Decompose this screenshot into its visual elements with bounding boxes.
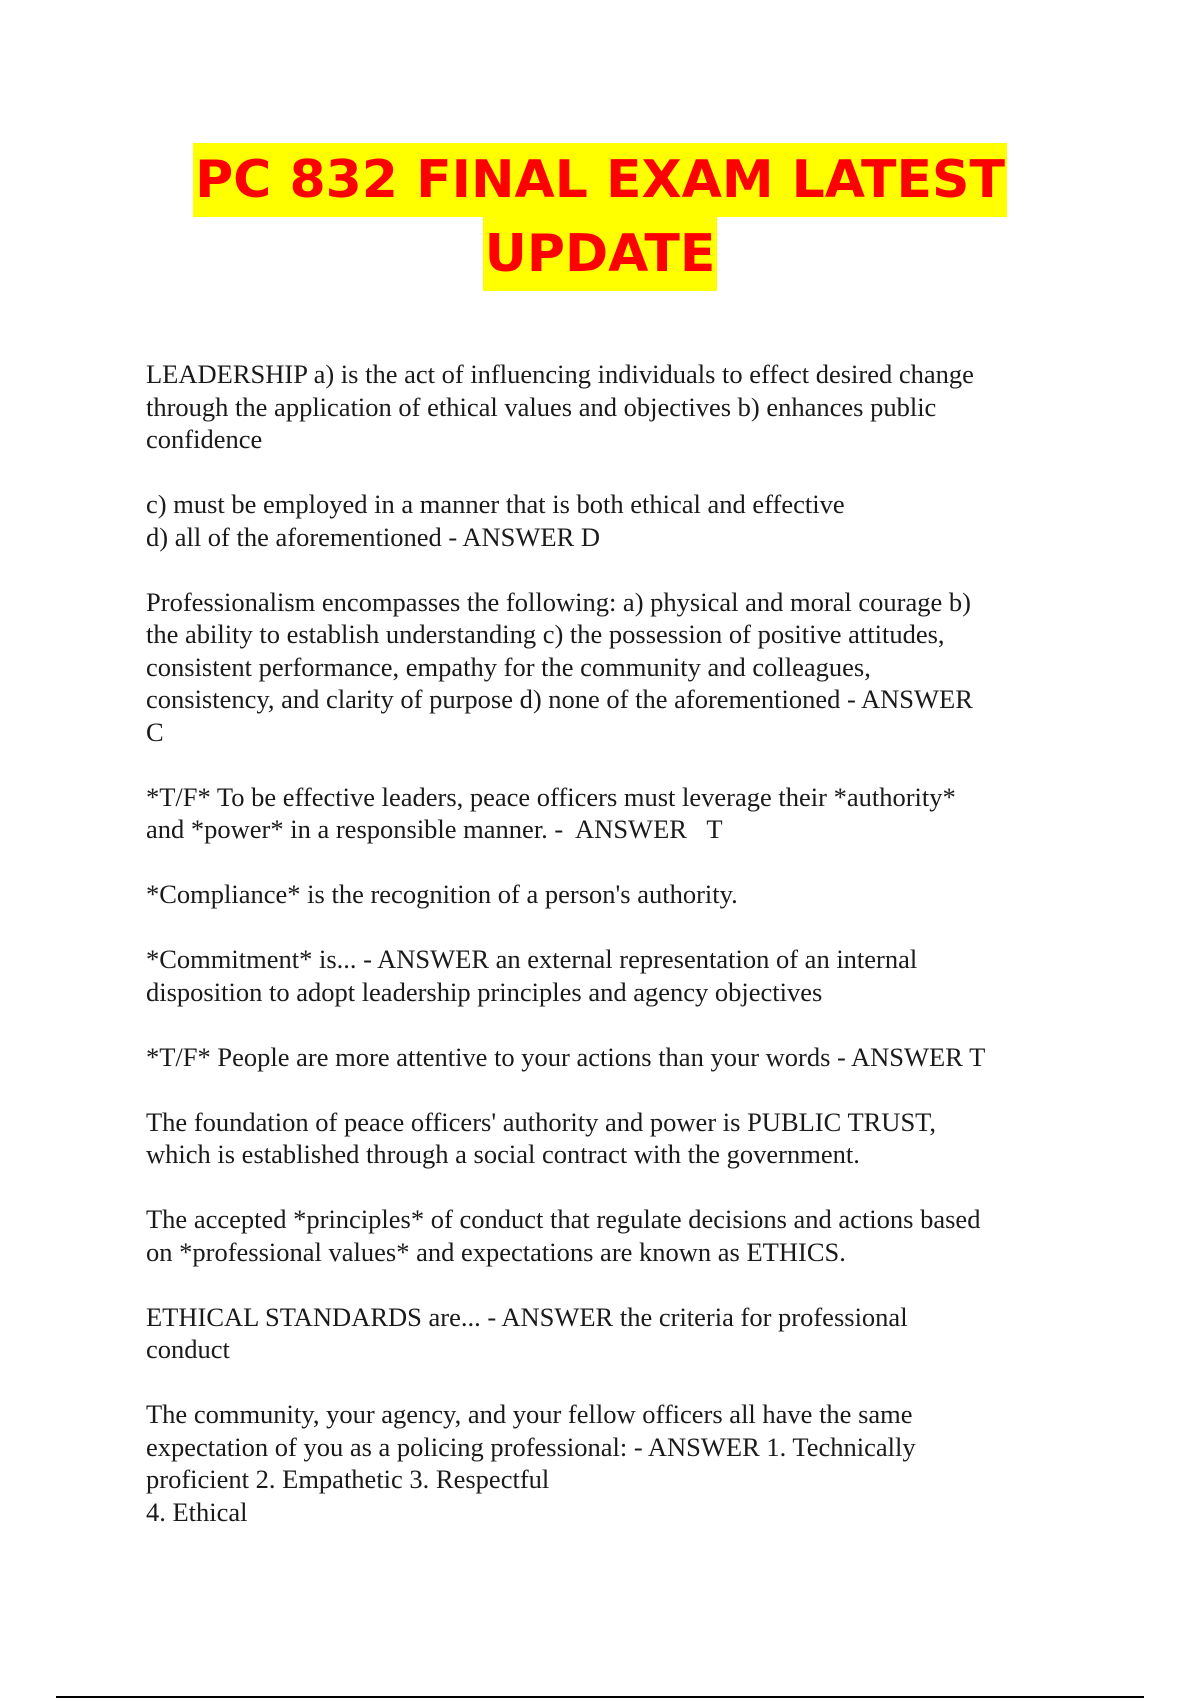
paragraph-commitment: *Commitment* is... - ANSWER an external representation of an internal disposition to adopt leadership principles and agency objectives (146, 944, 918, 1007)
paragraph-ethics: The accepted *principles* of conduct that regulate decisions and actions based on *professional values* and expectations are known as ETHICS. (146, 1204, 981, 1267)
paragraph-effective-leaders: *T/F* To be effective leaders, peace officers must leverage their *authority* and *power* in a responsible manner. - ANSWER T (146, 781, 956, 844)
paragraph-professionalism: Professionalism encompasses the following: a) physical and moral courage b) the ability to establish understanding c) the possession of positive attitudes, consistent performance, empathy for the community and colleagues, consistency, and clarity of purpose d) none of the aforementioned - ANSWER C (146, 586, 973, 747)
paragraph-leadership-options: c) must be employed in a manner that is both ethical and effective d) all of the aforementioned - ANSWER D (146, 489, 845, 552)
title-line-1: PC 832 FINAL EXAM LATEST (193, 143, 1007, 217)
paragraph-expectations: The community, your agency, and your fellow officers all have the same expectation of you as a policing professional: - ANSWER 1. Technically proficient 2. Empathetic 3. Respectful 4. Ethical (146, 1399, 916, 1527)
paragraph-compliance: *Compliance* is the recognition of a person's authority. (146, 879, 738, 909)
document-body (146, 358, 1056, 1561)
document-title (0, 143, 1200, 291)
paragraph-ethical-standards: ETHICAL STANDARDS are... - ANSWER the criteria for professional conduct (146, 1301, 908, 1364)
paragraph-public-trust: The foundation of peace officers' authority and power is PUBLIC TRUST, which is established through a social contract with the government. (146, 1106, 937, 1169)
paragraph-leadership: LEADERSHIP a) is the act of influencing individuals to effect desired change through the application of ethical values and objectives b) enhances public confidence (146, 359, 974, 454)
title-line-2: UPDATE (483, 217, 718, 291)
page-bottom-divider (56, 1696, 1144, 1698)
paragraph-attentive: *T/F* People are more attentive to your actions than your words - ANSWER T (146, 1041, 986, 1072)
